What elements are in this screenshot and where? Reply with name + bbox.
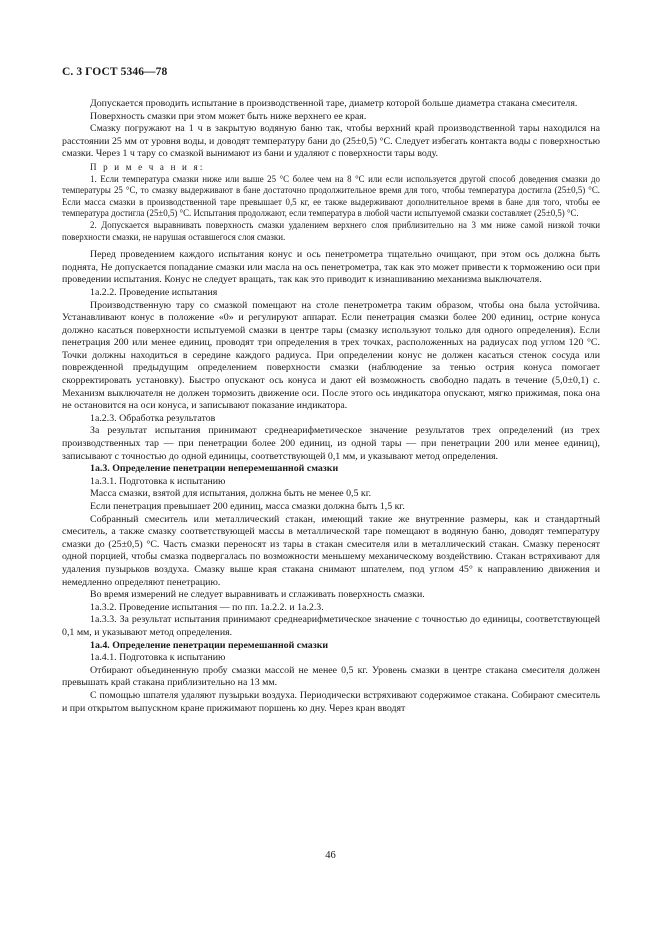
paragraph: Собранный смеситель или металлический стакан, имеющий такие же внутренние размеры, как и стандартный смеситель, а также смазку соответствующей массы в металлической таре помещают в водяную баню, доводят температуру смазки до (25±0,5) °С. Часть смазки переносят из тары в стакан смесителя или в металлический стакан. Смазку переносят одной порцией, чтобы смазка подвергалась по возможности меньшему механическому воздействию. Стакан встряхивают для удаления пузырьков воздуха. Смазку выше края стакана снимают шпателем, под углом 45° к направлению движения и немедленно определяют пенетрацию. xyxy=(62,513,600,588)
paragraph: Отбирают объединенную пробу смазки массой не менее 0,5 кг. Уровень смазки в центре стакана смесителя должен превышать край стакана приблизительно на 13 мм. xyxy=(62,664,600,689)
paragraph: Допускается проводить испытание в производственной таре, диаметр которой больше диаметра стакана смесителя. xyxy=(90,98,578,109)
section-title: 1а.2.3. Обработка результатов xyxy=(90,412,216,424)
paragraph: Производственную тару со смазкой помещают на столе пенетрометра таким образом, чтобы она была устойчива. Устанавливают конус в положение «0» и регулируют аппарат. Если пенетрация смазки более 200 единиц, острие конуса должно касаться поверхности испытуемой смазки в центре тары (смазку используют только для одного определения). Если пенетрация 200 или менее единиц, проводят три определения в трех точках, расположенных на радиусах под углом 120 °С. Точки должны находиться в середине каждого радиуса. При определении конус не должен касаться стенок сосуда или поврежденной предыдущим определением поверхности смазки (наблюдение за тенью острия конуса помогает скорректировать установку). Быстро опускают ось конуса и дают ей возможность свободно падать в течение (5,0±0,1) с. Механизм выключателя не должен тормозить движение оси. После этого ось индикатора опускают, мягко прижимая, пока она не остановится на оси конуса, и записывают показание индикатора. xyxy=(62,299,600,412)
section-heading: 1а.4. Определение пенетрации перемешанной смазки xyxy=(90,639,329,651)
section-heading: 1а.3. Определение пенетрации неперемешанной смазки xyxy=(90,463,339,475)
page-number: 46 xyxy=(325,850,336,861)
paragraph: Поверхность смазки при этом может быть ниже верхнего ее края. xyxy=(90,110,367,122)
paragraph: С помощью шпателя удаляют пузырьки воздуха. Периодически встряхивают содержимое стакана. Собирают смеситель и при открытом выпускном кране прижимают поршень ко дну. Через кран вводят xyxy=(62,689,600,714)
paragraph: Масса смазки, взятой для испытания, должна быть не менее 0,5 кг. xyxy=(90,488,372,500)
paragraph: Во время измерений не следует выравнивать и сглаживать поверхность смазки. xyxy=(90,589,425,601)
paragraph: Смазку погружают на 1 ч в закрытую водяную баню так, чтобы верхний край производственной тары находился на расстоянии 25 мм от уровня воды, и доводят температуру бани до (25±0,5) °С. Следует избегать контакта воды с поверхностью смазки. Через 1 ч тару со смазкой вынимают из бани и удаляют с поверхности тары воду. xyxy=(62,123,600,160)
section-title: 1а.3.2. Проведение испытания — по пп. 1а.2.2. и 1а.2.3. xyxy=(90,601,324,613)
paragraph: Перед проведением каждого испытания конус и ось пенетрометра тщательно очищают, при этом ось должна быть поднята, Не допускается попадание смазки или масла на ось пенетрометра, так как это может привести к торможению оси при проведении испытания. Конус не следует вращать, так как это приводит к изнашиванию механизма выключателя. xyxy=(62,249,600,286)
paragraph: За результат испытания принимают среднеарифметическое значение результатов трех определений (из трех производственных тар — при пенетрации более 200 единиц, из одной тары — при пенетрации 200 или менее единиц), записывают с точностью до одной единицы, соответствующей 0,1 мм, и указывают метод определения. xyxy=(62,425,600,462)
paragraph: Если пенетрация превышает 200 единиц, масса смазки должна быть 1,5 кг. xyxy=(90,501,405,512)
note-1: 1. Если температура смазки ниже или выше 25 °С более чем на 8 °С или если используется другой способ доведения смазки до температуры 25 °С, то смазку выдерживают в бане достаточно продолжительное время для того, чтобы температура достигла (25±0,5) °С. Если масса смазки в производственной таре превышает 0,5 кг, ее также выдерживают дополнительное время в бане для того, чтобы ее температура достигла (25±0,5) °С. Испытания продолжают, если температура в любой части испытуемой смазки составляет (25±0,5) °С. xyxy=(62,173,600,219)
section-title: 1а.2.2. Проведение испытания xyxy=(90,286,218,298)
note-2: 2. Допускается выравнивать поверхность смазки удалением верхнего слоя приблизительно на 3 мм ниже самой низкой точки поверхности смазки, не нарушая оставшегося слоя смазки. xyxy=(62,219,600,242)
paragraph: 1а.3.3. За результат испытания принимают среднеарифметическое значение с точностью до единицы, соответствующей 0,1 мм, и указывают метод определения. xyxy=(62,614,600,638)
document-body xyxy=(62,98,600,715)
section-title: 1а.4.1. Подготовка к испытанию xyxy=(90,652,226,664)
page-header: С. 3 ГОСТ 5346—78 xyxy=(62,66,168,78)
notes-title: П р и м е ч а н и я: xyxy=(90,161,205,172)
section-title: 1а.3.1. Подготовка к испытанию xyxy=(90,475,226,487)
